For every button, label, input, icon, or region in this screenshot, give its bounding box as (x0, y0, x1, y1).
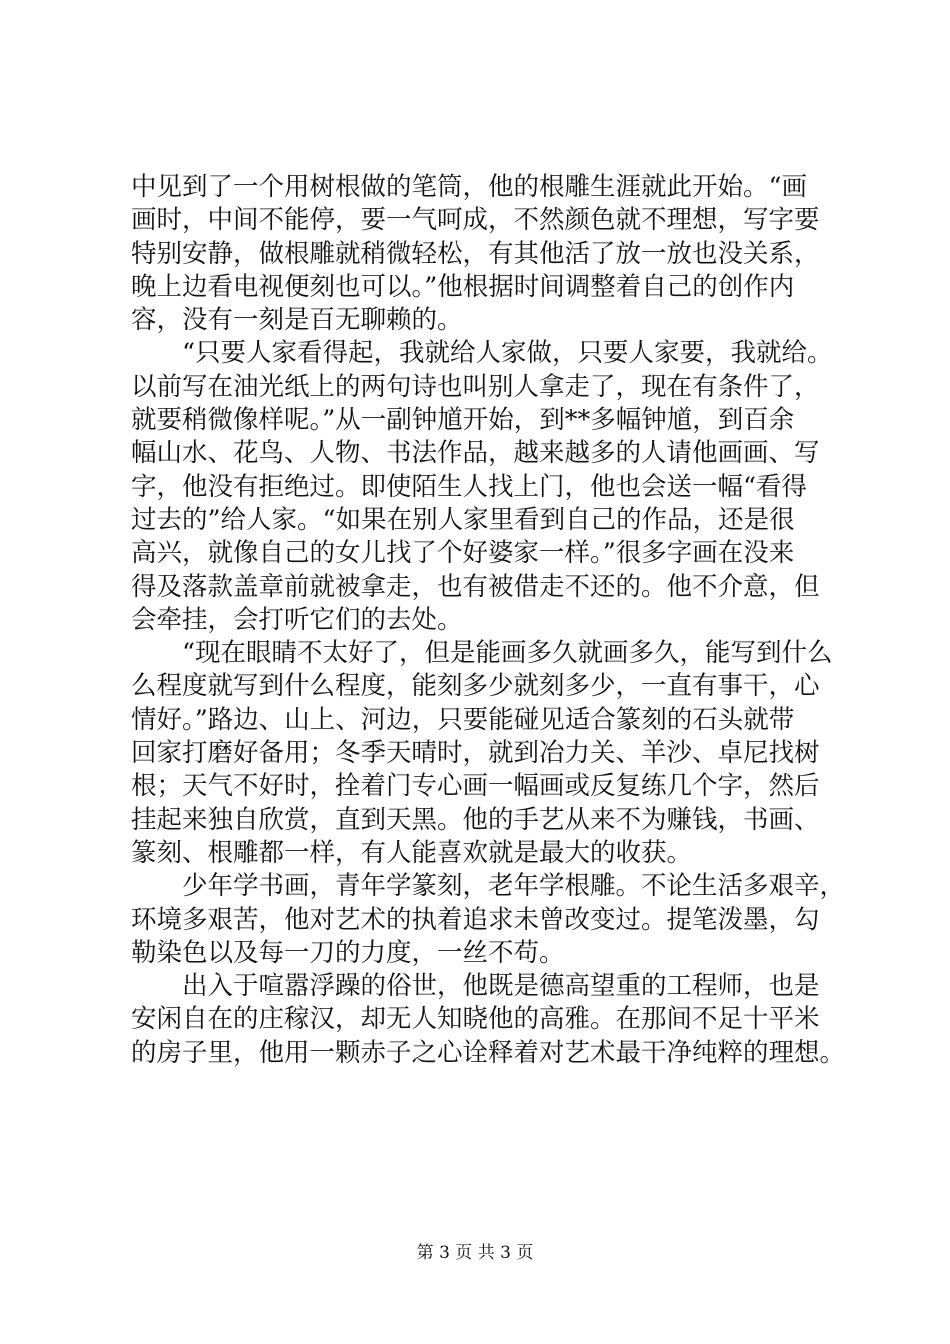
text-line: 情好。”路边、山上、河边，只要能碰见适合篆刻的石头就带 (131, 704, 795, 735)
text-line: 以前写在油光纸上的两句诗也叫别人拿走了，现在有条件了， (131, 371, 820, 402)
text-line: 晚上边看电视便刻也可以。”他根据时间调整着自己的创作内 (131, 271, 795, 302)
paragraph (131, 337, 851, 637)
text-line: 么程度就写到什么程度，能刻多少就刻多少，一直有事干，心 (131, 671, 820, 702)
text-line: 中见到了一个用树根做的笔筒，他的根雕生涯就此开始。“画 (131, 172, 808, 202)
text-line: 安闲自在的庄稼汉，却无人知晓他的高雅。在那间不足十平米 (131, 1004, 820, 1035)
text-line: 的房子里，他用一颗赤子之心诠释着对艺术最干净纯粹的理想。 (131, 1037, 846, 1068)
text-line: 画时，中间不能停，要一气呵成，不然颜色就不理想，写字要 (131, 205, 820, 236)
text-line: 少年学书画，青年学篆刻，老年学根雕。不论生活多艰辛， (182, 871, 846, 902)
text-line: “只要人家看得起，我就给人家做，只要人家要，我就给。 (182, 338, 833, 369)
text-line: 篆刻、根雕都一样，有人能喜欢就是最大的收获。 (131, 837, 693, 868)
page-footer: 第 3 页 共 3 页 (416, 1243, 534, 1263)
text-line: “现在眼睛不太好了，但是能画多久就画多久，能写到什么 (182, 638, 833, 669)
text-line: 得及落款盖章前就被拿走，也有被借走不还的。他不介意，但 (131, 571, 820, 602)
text-line: 会牵挂，会打听它们的去处。 (131, 604, 463, 635)
paragraph (131, 970, 851, 1070)
document-body (131, 171, 851, 1070)
text-line: 根；天气不好时，拴着门专心画一幅画或反复练几个字，然后 (131, 771, 820, 802)
text-line: 过去的”给人家。“如果在别人家里看到自己的作品，还是很 (131, 504, 795, 535)
text-line: 字，他没有拒绝过。即使陌生人找上门，他也会送一幅“看得 (131, 471, 808, 502)
text-line: 挂起来独自欣赏，直到天黑。他的手艺从来不为赚钱，书画、 (131, 804, 820, 835)
text-line: 就要稍微像样呢。”从一副钟馗开始，到**多幅钟馗，到百余 (131, 405, 795, 436)
text-line: 高兴，就像自己的女儿找了个好婆家一样。”很多字画在没来 (131, 538, 795, 569)
paragraph (131, 171, 851, 337)
paragraph (131, 870, 851, 970)
text-line: 出入于喧嚣浮躁的俗世，他既是德高望重的工程师，也是 (182, 971, 820, 1002)
paragraph (131, 637, 851, 870)
text-line: 容，没有一刻是百无聊赖的。 (131, 305, 463, 336)
text-line: 特别安静，做根雕就稍微轻松，有其他活了放一放也没关系， (131, 238, 820, 269)
text-line: 勒染色以及每一刀的力度，一丝不苟。 (131, 937, 565, 968)
text-line: 回家打磨好备用；冬季天晴时，就到冶力关、羊沙、卓尼找树 (131, 738, 820, 769)
text-line: 环境多艰苦，他对艺术的执着追求未曾改变过。提笔泼墨，勾 (131, 904, 820, 935)
text-line: 幅山水、花鸟、人物、书法作品，越来越多的人请他画画、写 (131, 438, 820, 469)
